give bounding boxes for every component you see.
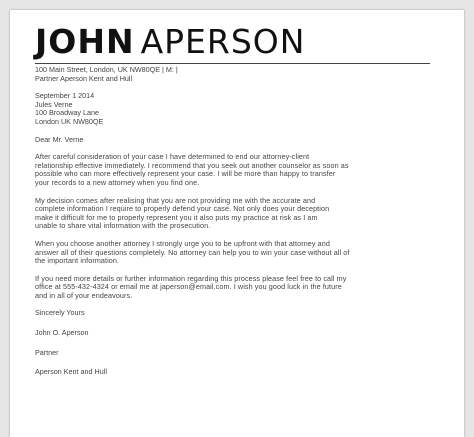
letterhead-name [35,22,450,62]
paragraph-line: If you need more details or further information regarding this process please feel free to call my [35,273,347,283]
recipient-city: London UK NW80QE [35,116,104,126]
signature-firm: Aperson Kent and Hull [35,367,107,377]
letter-content [35,10,450,377]
body-paragraph-1 [35,153,450,187]
recipient-street: 100 Broadway Lane [35,108,99,118]
closing: Sincerely Yours [35,308,85,318]
letter-date: September 1 2014 [35,91,95,101]
body-paragraph-2 [35,197,450,231]
paragraph-line: After careful consideration of your case I have determined to end our attorney-client [35,152,310,162]
letterhead-divider [35,63,430,64]
paragraph-line: When you choose another attorney I strongly urge you to be upfront with that attorney and [35,238,330,248]
paragraph-line: the important information. [35,256,120,266]
letterhead-contact [35,66,450,83]
paragraph-line: complete information I require to properly defend your case. Not only does your deception [35,204,330,214]
paragraph-line: and in all of your endeavours. [35,290,133,300]
signature-name: John O. Aperson [35,328,89,338]
signature-title: Partner [35,347,59,357]
paragraph-line: make it difficult for me to properly represent you it also puts my practice at risk as I am [35,212,318,222]
paragraph-line: relationship effective immediately. I recommend that you seek out another counselor as soon as [35,160,349,170]
paragraph-line: office at 555-432-4324 or email me at japerson@email.com. I wish you good luck in the future [35,282,342,292]
recipient-name: Jules Verne [35,99,73,109]
paragraph-line: possible who can more effectively represent your case. I will be more than happy to transfer [35,169,336,179]
address-line: 100 Main Street, London, UK NW80QE | M: | [35,65,178,74]
last-name: APERSON [140,22,306,61]
body-paragraph-4 [35,275,450,301]
first-name: JOHN [35,22,135,61]
letter-date-block [35,92,450,126]
paragraph-line: unable to share vital information with the prosecution. [35,221,211,231]
salutation: Dear Mr. Verne [35,134,84,144]
letter-sheet [10,10,464,437]
paragraph-line: My decision comes after realising that you are not providing me with the accurate and [35,195,316,205]
title-line: Partner Aperson Kent and Hull [35,73,133,83]
body-paragraph-3 [35,240,450,266]
paragraph-line: your records to a new attorney when you find one. [35,177,200,187]
paragraph-line: answer all of their questions completely. No attorney can help you to win your case without all of [35,247,350,257]
